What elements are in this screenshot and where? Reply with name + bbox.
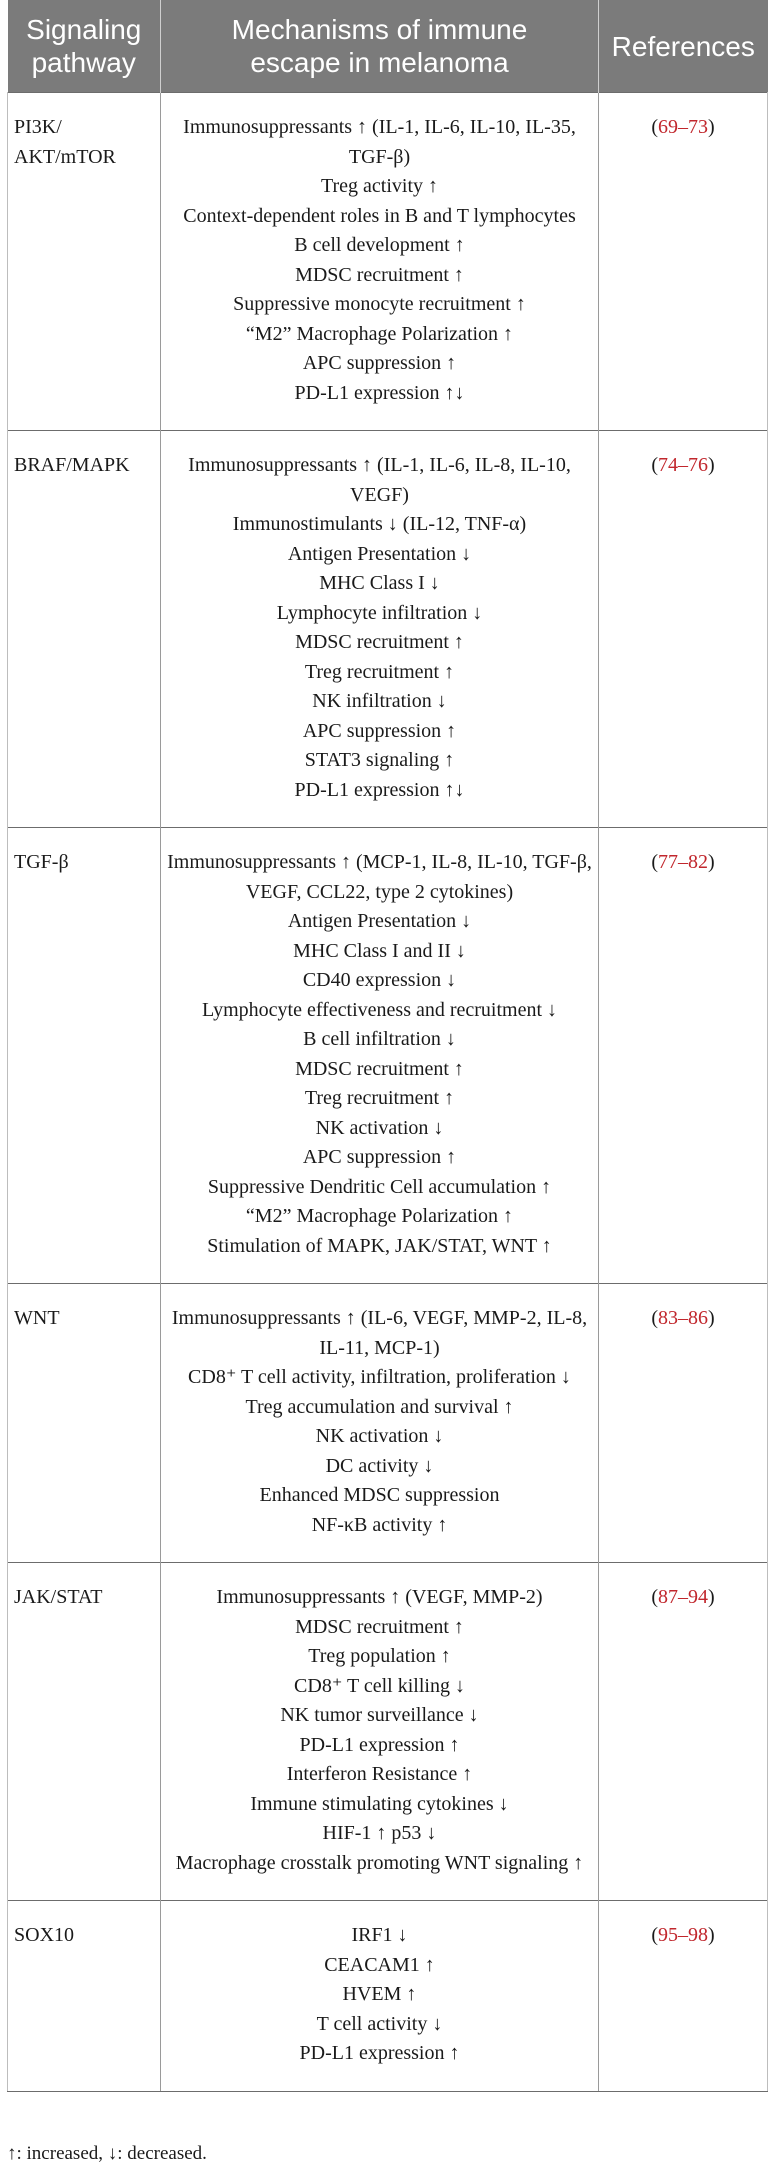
table-header-row [8,0,768,93]
pathway-name: PI3K/ [14,116,62,138]
pathway-cell [8,1284,161,1563]
mechanism-item: HIF-1 ↑ p53 ↓ [322,1822,437,1844]
mechanism-item: Lymphocyte effectiveness and recruitment ↓ [201,998,558,1021]
mechanism-item: Suppressive Dendritic Cell accumulation ↑ [207,1175,552,1198]
mechanism-item: MDSC recruitment ↑ [295,631,464,653]
mechanism-item: Treg recruitment ↑ [304,660,455,683]
mechanism-item: Interferon Resistance ↑ [286,1763,473,1785]
mechanism-item: Treg accumulation and survival ↑ [245,1395,514,1418]
mechanism-item: MDSC recruitment ↑ [295,1615,464,1638]
mechanisms-cell [161,828,599,1284]
header-mechanisms [161,0,599,93]
table-body [8,93,768,2092]
mechanism-item: Treg recruitment ↑ [304,1087,455,1109]
pathway-name: WNT [14,1307,60,1329]
mechanism-item: Immunosuppressants ↑ (MCP-1, IL-8, IL-10, TGF-β, VEGF, CCL22, type 2 cytokines) [167,851,592,903]
reference-link[interactable]: 87–94 [658,1586,708,1608]
table-row [8,431,768,828]
references-cell: (87–94) [599,1563,768,1901]
mechanism-item: CEACAM1 ↑ [324,1953,435,1976]
mechanism-item: MHC Class I and II ↓ [293,939,466,962]
mechanism-item: MDSC recruitment ↑ [295,263,464,286]
mechanism-item: “M2” Macrophage Polarization ↑ [245,1205,514,1227]
reference-link[interactable]: 83–86 [658,1307,708,1329]
mechanisms-cell [161,93,599,431]
mechanism-item: T cell activity ↓ [316,2012,443,2035]
pathway-name: JAK/STAT [14,1586,103,1608]
mechanism-item: “M2” Macrophage Polarization ↑ [245,322,514,345]
mechanism-item: Treg activity ↑ [320,175,439,197]
mechanism-item: B cell development ↑ [294,234,465,256]
pathway-name: TGF-β [14,851,69,873]
mechanism-item: Enhanced MDSC suppression [259,1484,500,1506]
header-col2-line2: escape in melanoma [250,47,509,78]
mechanism-item: PD-L1 expression ↑↓ [294,381,465,404]
mechanism-item: Immune stimulating cytokines ↓ [250,1792,509,1815]
mechanism-item: Immunosuppressants ↑ (VEGF, MMP-2) [216,1586,543,1608]
mechanisms-cell [161,431,599,828]
mechanism-item: DC activity ↓ [325,1454,434,1477]
mechanisms-cell [161,1563,599,1901]
references-cell: (95–98) [599,1901,768,2092]
mechanism-item: APC suppression ↑ [302,352,457,374]
pathway-cell [8,828,161,1284]
pathway-cell [8,1901,161,2092]
table-row [8,93,768,431]
mechanism-item: HVEM ↑ [342,1983,417,2005]
mechanism-item: Antigen Presentation ↓ [287,542,472,565]
mechanism-item: CD8⁺ T cell killing ↓ [294,1674,465,1697]
mechanism-item: Treg population ↑ [308,1645,451,1667]
mechanism-item: APC suppression ↑ [302,719,457,742]
mechanism-item: APC suppression ↑ [302,1146,457,1168]
reference-link[interactable]: 74–76 [658,454,708,476]
header-col1-line2: pathway [31,47,136,78]
table-row [8,1563,768,1901]
mechanism-item: NK activation ↓ [315,1116,444,1139]
reference-link[interactable]: 77–82 [658,851,708,873]
mechanism-item: NK tumor surveillance ↓ [280,1704,479,1726]
mechanism-item: STAT3 signaling ↑ [304,749,455,771]
references-cell: (77–82) [599,828,768,1284]
header-references: References [599,0,768,93]
pathway-cell [8,431,161,828]
pathway-cell [8,1563,161,1901]
mechanism-item: NK activation ↓ [315,1425,444,1447]
mechanisms-cell [161,1284,599,1563]
mechanism-item: Antigen Presentation ↓ [287,910,472,932]
mechanism-item: CD8⁺ T cell activity, infiltration, proliferation ↓ [188,1366,571,1388]
mechanism-item: B cell infiltration ↓ [303,1028,456,1050]
references-cell: (83–86) [599,1284,768,1563]
mechanism-item: Immunostimulants ↓ (IL-12, TNF-α) [232,513,527,535]
pathway-name: BRAF/MAPK [14,454,130,476]
pathway-name: SOX10 [14,1924,75,1946]
mechanism-item: MHC Class I ↓ [319,572,440,594]
mechanism-item: NF-κB activity ↑ [311,1513,448,1536]
pathway-name: AKT/mTOR [14,145,116,168]
mechanism-item: Context-dependent roles in B and T lymphocytes [183,204,576,227]
mechanism-item: Immunosuppressants ↑ (IL-1, IL-6, IL-10, IL-35, TGF-β) [183,116,576,168]
table-row [8,1901,768,2092]
immune-escape-table [7,0,768,2092]
header-col2-line1: Mechanisms of immune [231,14,528,45]
references-cell: (74–76) [599,431,768,828]
mechanism-item: Stimulation of MAPK, JAK/STAT, WNT ↑ [207,1234,552,1257]
table-row [8,828,768,1284]
mechanism-item: IRF1 ↓ [351,1924,408,1946]
reference-link[interactable]: 95–98 [658,1924,708,1946]
header-signaling-pathway [8,0,161,93]
mechanisms-cell [161,1901,599,2092]
mechanism-item: Immunosuppressants ↑ (IL-6, VEGF, MMP-2, IL-8, IL-11, MCP-1) [171,1307,588,1359]
mechanism-item: Immunosuppressants ↑ (IL-1, IL-6, IL-8, IL-10, VEGF) [188,454,571,506]
mechanism-item: Suppressive monocyte recruitment ↑ [233,293,526,315]
footnote: ↑: increased, ↓: decreased. [7,2143,207,2164]
mechanism-item: NK infiltration ↓ [312,690,447,712]
references-cell: (69–73) [599,93,768,431]
mechanism-item: CD40 expression ↓ [302,969,457,991]
reference-link[interactable]: 69–73 [658,116,708,138]
table-row [8,1284,768,1563]
mechanism-item: MDSC recruitment ↑ [295,1057,464,1080]
mechanism-item: Lymphocyte infiltration ↓ [276,601,483,624]
pathway-cell [8,93,161,431]
mechanism-item: PD-L1 expression ↑↓ [294,778,465,801]
mechanism-item: PD-L1 expression ↑ [299,1733,460,1756]
header-col1-line1: Signaling [26,14,142,45]
mechanism-item: Macrophage crosstalk promoting WNT signaling ↑ [175,1851,584,1874]
mechanism-item: PD-L1 expression ↑ [299,2042,460,2064]
